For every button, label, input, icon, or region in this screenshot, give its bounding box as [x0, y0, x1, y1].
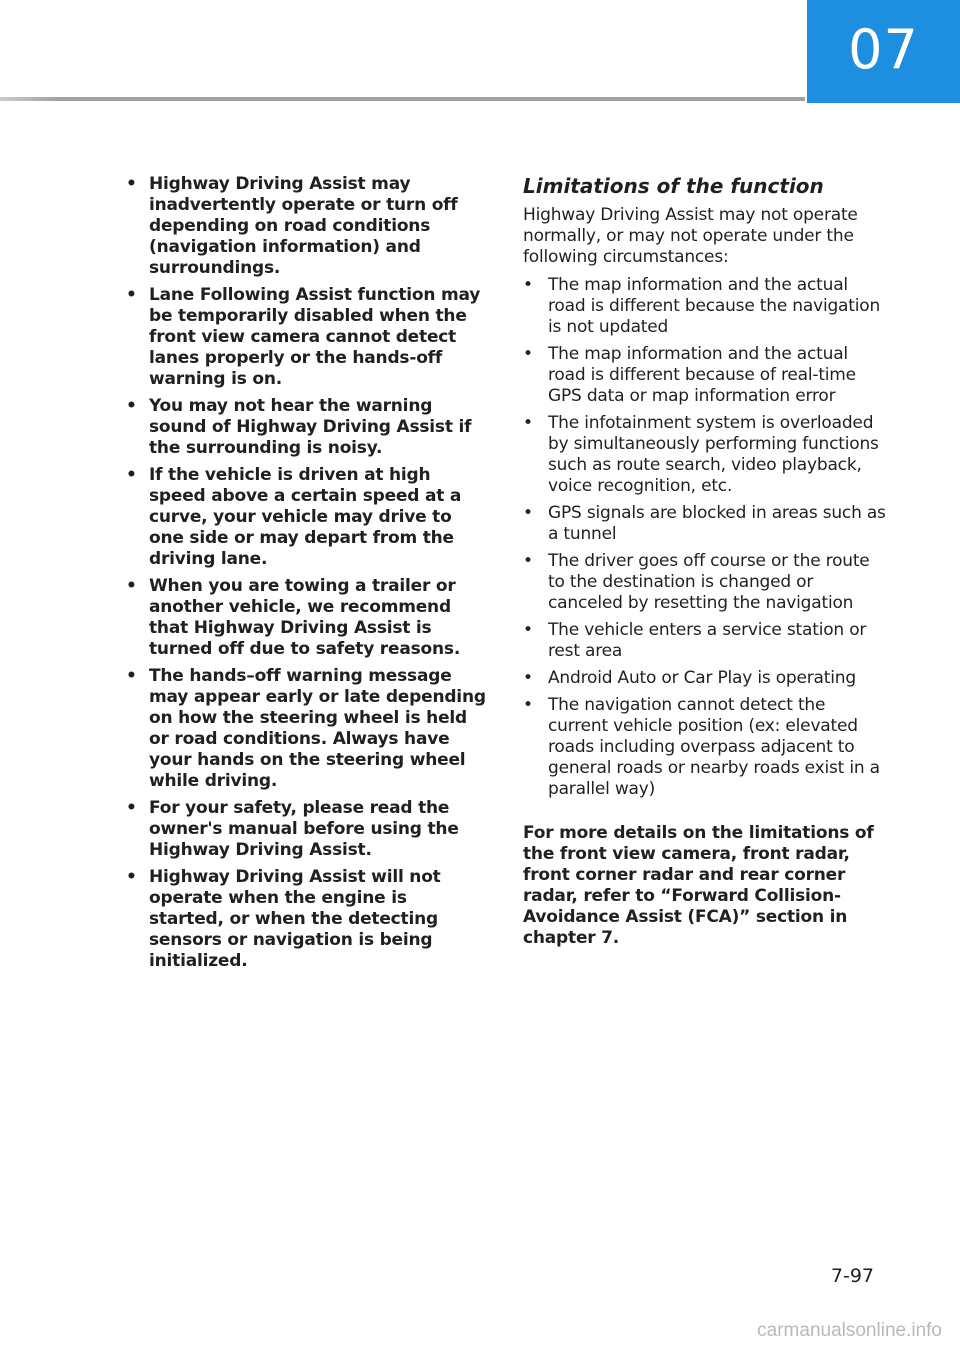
limitations-list: [523, 275, 889, 800]
bullet-icon: •: [523, 413, 533, 433]
list-item: • The infotainment system is overloaded by simultaneously performing functions such as route search, video playback, voice recognition, etc.: [523, 413, 879, 496]
bullet-icon: •: [523, 275, 533, 295]
bullet-icon: •: [126, 174, 137, 194]
section-intro: Highway Driving Assist may not operate normally, or may not operate under the following circumstances:: [523, 205, 858, 267]
bullet-icon: •: [126, 465, 137, 485]
bullet-icon: •: [126, 576, 137, 596]
right-column: [523, 174, 889, 949]
caution-bullet-list: [126, 174, 486, 972]
bullet-icon: •: [126, 798, 137, 818]
list-item: • If the vehicle is driven at high speed above a certain speed at a curve, your vehicle may drive to one side or may depart from the driving lane.: [126, 465, 462, 569]
list-item: • Highway Driving Assist will not operate when the engine is started, or when the detecting sensors or navigation is being initialized.: [126, 867, 441, 971]
bullet-icon: •: [523, 344, 533, 364]
list-item: • The map information and the actual road is different because the navigation is not updated: [523, 275, 881, 337]
reference-note: For more details on the limitations of the front view camera, front radar, front corner radar and rear corner radar, refer to “Forward Collision-Avoidance Assist (FCA)” section in chapter 7.: [523, 823, 874, 948]
list-item: • The navigation cannot detect the current vehicle position (ex: elevated roads including overpass adjacent to general roads or nearby roads exist in a parallel way): [523, 695, 880, 799]
list-item: • The vehicle enters a service station or rest area: [523, 620, 867, 661]
list-item: • The hands–off warning message may appear early or late depending on how the steering wheel is held or road conditions. Always have your hands on the steering wheel while driving.: [126, 666, 486, 791]
list-item: • You may not hear the warning sound of Highway Driving Assist if the surrounding is noisy.: [126, 396, 472, 458]
list-item: • The driver goes off course or the route to the destination is changed or canceled by resetting the navigation: [523, 551, 870, 613]
chapter-number: 07: [848, 18, 919, 81]
list-item: • Android Auto or Car Play is operating: [523, 668, 856, 688]
bullet-icon: •: [126, 867, 137, 887]
bullet-icon: •: [523, 551, 533, 571]
list-item: • The map information and the actual road is different because of real-time GPS data or map information error: [523, 344, 856, 406]
bullet-icon: •: [523, 695, 533, 715]
page-number: 7-97: [830, 1265, 874, 1287]
bullet-icon: •: [523, 620, 533, 640]
chapter-tab: [807, 0, 960, 103]
bullet-icon: •: [523, 668, 533, 688]
list-item: • Highway Driving Assist may inadvertently operate or turn off depending on road conditions (navigation information) and surroundings.: [126, 174, 458, 278]
bullet-icon: •: [523, 503, 533, 523]
bullet-icon: •: [126, 285, 137, 305]
bullet-icon: •: [126, 666, 137, 686]
bullet-icon: •: [126, 396, 137, 416]
section-title: Limitations of the function: [523, 174, 824, 198]
watermark: carmanualsonline.info: [757, 1320, 942, 1341]
left-column: [126, 174, 486, 978]
header-rule: [0, 97, 805, 101]
list-item: • For your safety, please read the owner's manual before using the Highway Driving Assist.: [126, 798, 459, 860]
list-item: • Lane Following Assist function may be temporarily disabled when the front view camera cannot detect lanes properly or the hands-off warning is on.: [126, 285, 481, 389]
list-item: • When you are towing a trailer or another vehicle, we recommend that Highway Driving Assist is turned off due to safety reasons.: [126, 576, 461, 659]
list-item: • GPS signals are blocked in areas such as a tunnel: [523, 503, 886, 544]
